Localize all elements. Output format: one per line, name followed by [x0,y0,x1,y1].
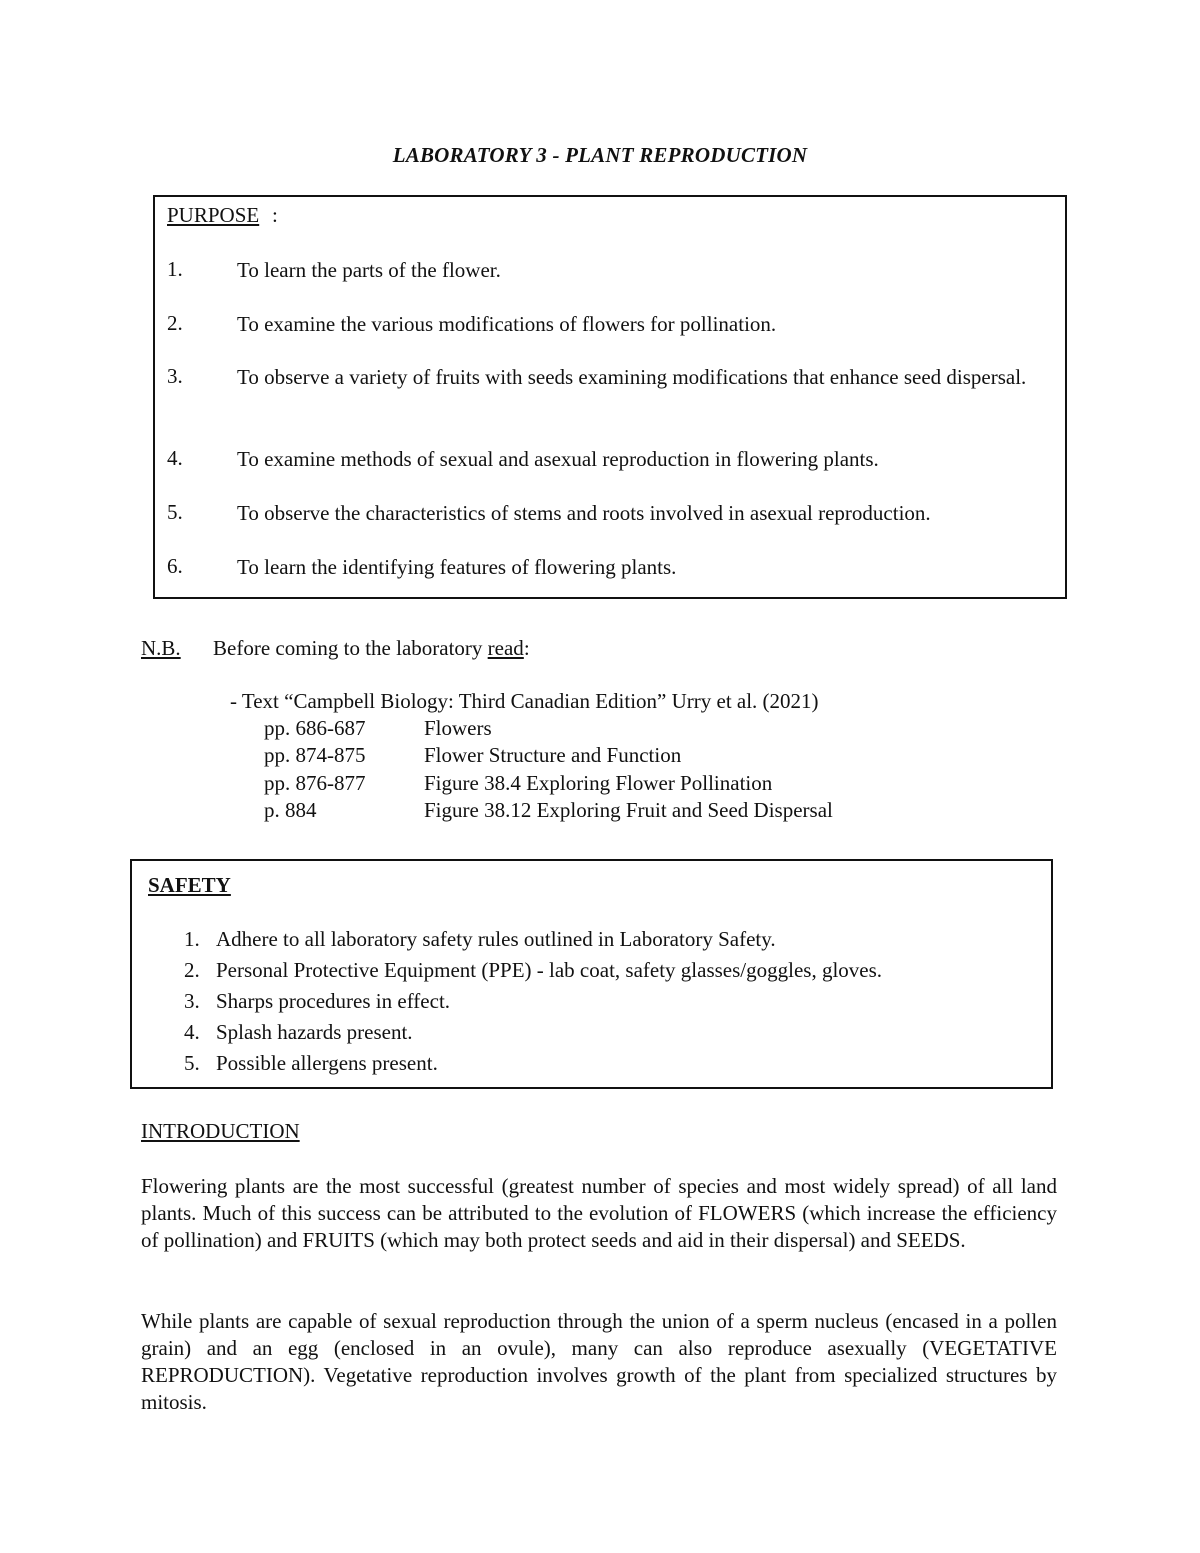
safety-heading: SAFETY [148,873,231,897]
safety-item-number: 1. [184,927,200,951]
purpose-item-text: To observe a variety of fruits with seeds examining modifications that enhance seed dispersal. [237,365,1027,389]
nb-text-after: : [523,636,530,660]
purpose-item-number: 6. [167,554,183,578]
purpose-heading-colon: : [272,203,278,227]
purpose-item-text: To examine methods of sexual and asexual reproduction in flowering plants. [237,447,879,471]
purpose-heading-text: PURPOSE [167,203,260,227]
reading-ref-pages: pp. 686-687 [264,716,366,740]
purpose-heading [167,203,259,228]
reading-ref-topic: Flower Structure and Function [424,743,682,767]
page-title: LABORATORY 3 - PLANT REPRODUCTION [392,143,808,167]
purpose-item-number: 2. [167,311,183,335]
purpose-item-number: 1. [167,257,183,281]
purpose-item-text: To learn the parts of the flower. [237,258,501,282]
safety-item-text: Personal Protective Equipment (PPE) - lab coat, safety glasses/goggles, gloves. [216,958,883,982]
safety-item-text: Possible allergens present. [216,1051,438,1075]
purpose-item-number: 4. [167,446,183,470]
nb-text-read: read [487,636,524,660]
safety-item-text: Adhere to all laboratory safety rules outlined in Laboratory Safety. [216,927,776,951]
reading-ref-pages: pp. 876-877 [264,771,366,795]
reading-ref-topic: Figure 38.12 Exploring Fruit and Seed Dispersal [424,798,833,822]
nb-label: N.B. [141,636,181,660]
reading-ref-topic: Figure 38.4 Exploring Flower Pollination [424,771,773,795]
reading-ref-pages: p. 884 [264,798,317,822]
nb-note [141,636,530,661]
purpose-item-text: To observe the characteristics of stems and roots involved in asexual reproduction. [237,501,931,525]
introduction-paragraph: While plants are capable of sexual reproduction through the union of a sperm nucleus (encased in a pollen grain) and an egg (enclosed in an ovule), many can also reproduce asexually (VEGETATIVE REPRODUCTION). Vegetative reproduction involves growth of the plant from specialized structures by mitosis. [141,1309,1057,1414]
introduction-heading: INTRODUCTION [141,1119,300,1143]
safety-item-text: Sharps procedures in effect. [216,989,451,1013]
purpose-item-text: To examine the various modifications of flowers for pollination. [237,312,777,336]
purpose-box [153,195,1067,599]
reading-text: - Text “Campbell Biology: Third Canadian Edition” Urry et al. (2021) [230,689,819,713]
reading-ref-topic: Flowers [424,716,492,740]
safety-item-number: 3. [184,989,200,1013]
introduction-paragraph: Flowering plants are the most successful (greatest number of species and most widely spread) of all land plants. Much of this success can be attributed to the evolution of FLOWERS (which increase the efficiency of pollination) and FRUITS (which may both protect seeds and aid in their dispersal) and SEEDS. [141,1174,1057,1252]
safety-item-number: 2. [184,958,200,982]
nb-text [213,636,530,661]
purpose-item-number: 3. [167,364,183,388]
purpose-item-number: 5. [167,500,183,524]
nb-text-before: Before coming to the laboratory [213,636,488,660]
reading-ref-pages: pp. 874-875 [264,743,366,767]
safety-item-number: 4. [184,1020,200,1044]
safety-box [130,859,1053,1089]
safety-item-number: 5. [184,1051,200,1075]
purpose-item-text: To learn the identifying features of flowering plants. [237,555,677,579]
safety-item-text: Splash hazards present. [216,1020,413,1044]
